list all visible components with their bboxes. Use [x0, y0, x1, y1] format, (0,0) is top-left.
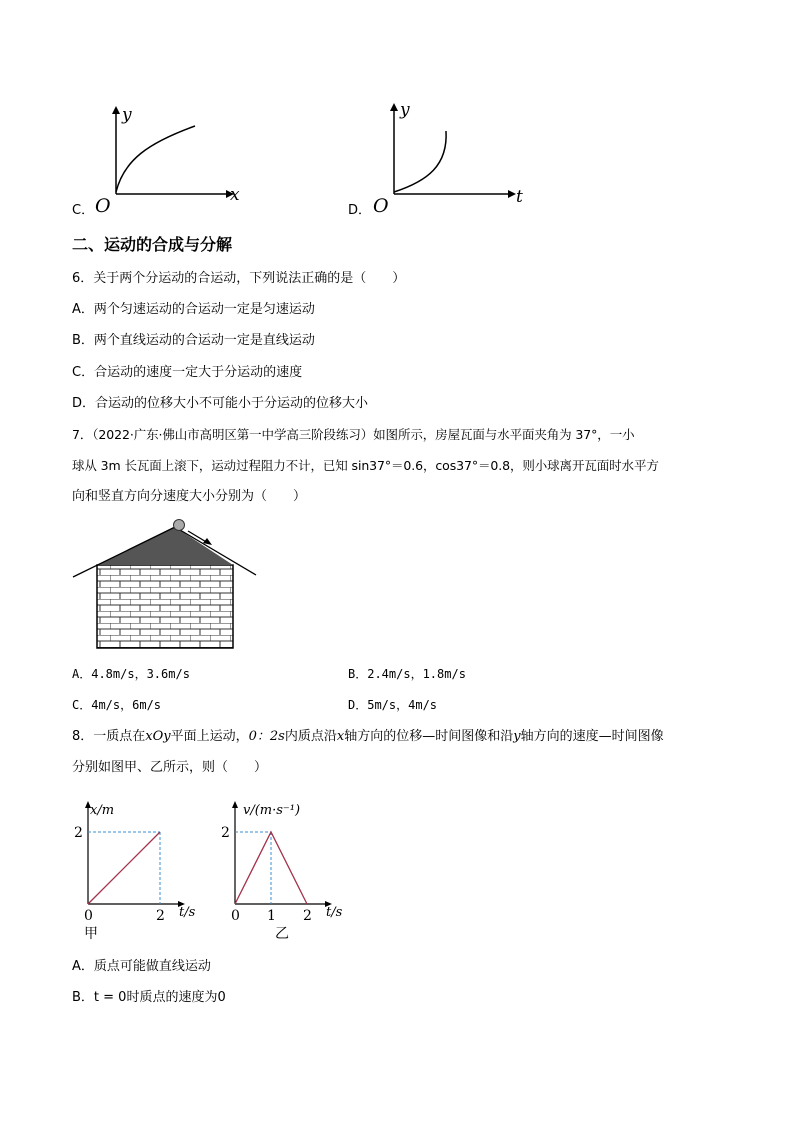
- chart-yi-xtick-1: 1: [267, 908, 276, 924]
- graph-c-y-label: y: [122, 105, 132, 125]
- graph-d-curve: [394, 131, 446, 192]
- chart-jia-xtick-1: 2: [156, 908, 165, 924]
- q8-line1-mid: 平面上运动，: [170, 729, 249, 744]
- option-d-label: D．: [348, 203, 372, 218]
- graph-d-y-label: y: [400, 100, 410, 120]
- graph-d-origin: O: [373, 195, 389, 217]
- q8-x: x: [336, 729, 345, 744]
- chart-yi-ytick-0: 2: [221, 825, 230, 841]
- section-heading: 二、运动的合成与分解: [72, 235, 233, 254]
- graph-c-origin: O: [95, 195, 111, 217]
- q8-y: y: [513, 729, 521, 744]
- option-c-label: C．: [72, 203, 95, 218]
- chart-jia-xtick-0: 0: [84, 908, 93, 924]
- brick-wall: [97, 565, 233, 648]
- q6-option-b: B．两个直线运动的合运动一定是直线运动: [72, 333, 315, 348]
- chart-yi-y-label: v/(m·s⁻¹): [243, 803, 301, 818]
- graph-c: [90, 98, 260, 218]
- q7-line-3: 向和竖直方向分速度大小分别为（ ）: [72, 489, 307, 504]
- graph-d-x-arrow: [508, 190, 516, 198]
- q8-line1-post3: 轴方向的速度—时间图像: [520, 729, 664, 744]
- house-figure: [70, 515, 265, 655]
- chart-jia-y-label: x/m: [90, 803, 115, 818]
- roof: [97, 527, 233, 565]
- graph-c-x-label: x: [230, 185, 240, 205]
- graph-d-y-arrow: [390, 103, 398, 111]
- chart-jia-caption: 甲: [84, 926, 98, 942]
- q8-line-2: 分别如图甲、乙所示，则（ ）: [72, 760, 268, 775]
- chart-yi-y-arrow: [232, 801, 238, 808]
- chart-jia: [60, 792, 210, 947]
- q6-option-c: C．合运动的速度一定大于分运动的速度: [72, 365, 303, 380]
- chart-jia-series-line: [88, 832, 160, 904]
- graph-c-y-arrow: [112, 106, 120, 114]
- q8-time: 0：2s: [248, 729, 285, 744]
- graph-d: [366, 95, 536, 218]
- q8-line1-post: 内质点沿: [284, 729, 337, 744]
- chart-jia-ytick-0: 2: [74, 825, 83, 841]
- q7-option-a: A．4.8m/s，3.6m/s: [72, 667, 190, 681]
- q8-option-b: B．t = 0时质点的速度为0: [72, 990, 226, 1005]
- q7-line-1: 7．（2022·广东·佛山市高明区第一中学高三阶段练习）如图所示，房屋瓦面与水平面夹角为 37°，一小: [72, 427, 635, 442]
- chart-jia-x-label: t/s: [179, 905, 196, 920]
- q7-option-d: D．5m/s，4m/s: [348, 698, 438, 712]
- graph-d-x-label: t: [516, 187, 523, 207]
- chart-yi-caption: 乙: [275, 926, 289, 942]
- q8-line-1: [72, 728, 664, 746]
- chart-yi-xtick-2: 2: [303, 908, 312, 924]
- graph-c-curve: [116, 126, 195, 192]
- chart-yi-xtick-0: 0: [231, 908, 240, 924]
- chart-yi: [207, 792, 357, 947]
- q6-option-d: D．合运动的位移大小不可能小于分运动的位移大小: [72, 396, 369, 411]
- q8-plane: xOy: [145, 729, 171, 744]
- q6-stem: 6．关于两个分运动的合运动，下列说法正确的是（ ）: [72, 271, 406, 286]
- q8-line1-post2: 轴方向的位移—时间图像和沿: [344, 729, 514, 744]
- q7-line-2: 球从 3m 长瓦面上滚下，运动过程阻力不计，已知 sin37°＝0.6，cos37°＝0.8，则小球离开瓦面时水平方: [72, 458, 659, 473]
- q8-line1-pre: 8．一质点在: [72, 729, 146, 744]
- ball: [174, 520, 185, 531]
- q7-option-c: C．4m/s，6m/s: [72, 698, 162, 712]
- chart-yi-x-label: t/s: [326, 905, 343, 920]
- q6-option-a: A．两个匀速运动的合运动一定是匀速运动: [72, 302, 315, 317]
- q8-option-a: A．质点可能做直线运动: [72, 959, 211, 974]
- q7-option-b: B．2.4m/s，1.8m/s: [348, 667, 466, 681]
